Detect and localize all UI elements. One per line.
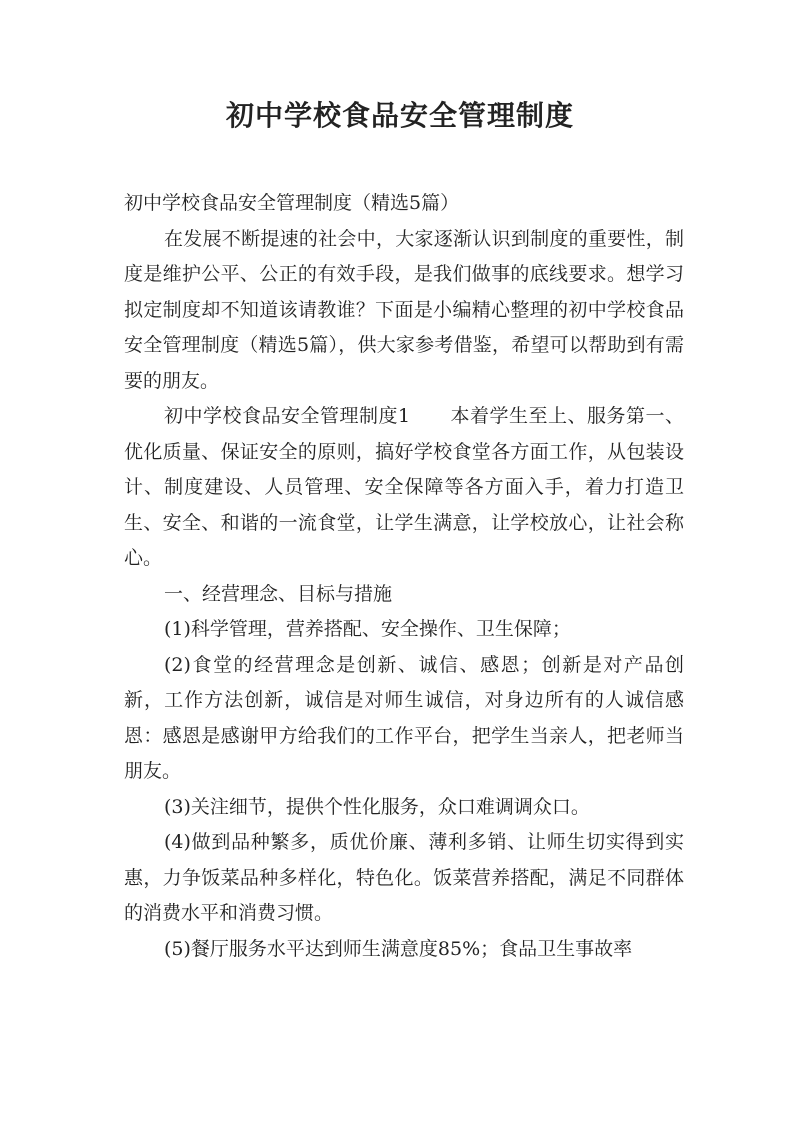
section-1-paragraph bbox=[124, 399, 684, 577]
list-item-4: (4)做到品种繁多，质优价廉、薄利多销、让师生切实得到实惠，力争饭菜品种多样化，特色化。饭菜营养搭配，满足不同群体的消费水平和消费习惯。 bbox=[124, 831, 684, 924]
section-1-heading: 初中学校食品安全管理制度1 bbox=[164, 405, 411, 427]
list-item-3: (3)关注细节，提供个性化服务，众口难调调众口。 bbox=[164, 795, 590, 818]
document-subtitle: 初中学校食品安全管理制度（精选5篇） bbox=[124, 192, 460, 214]
intro-paragraph: 在发展不断提速的社会中，大家逐渐认识到制度的重要性，制度是维护公平、公正的有效手段，是我们做事的底线要求。想学习拟定制度却不知道该请教谁？下面是小编精心整理的初中学校食品安全管理制度（精选5篇），供大家参考借鉴，希望可以帮助到有需要的朋友。 bbox=[124, 227, 684, 392]
list-item-2: (2)食堂的经营理念是创新、诚信、感恩；创新是对产品创新，工作方法创新，诚信是对师生诚信，对身边所有的人诚信感恩：感恩是感谢甲方给我们的工作平台，把学生当亲人，把老师当朋友。 bbox=[124, 653, 684, 782]
document-title: 初中学校食品安全管理制度 bbox=[225, 99, 574, 132]
section-heading-operations: 一、经营理念、目标与措施 bbox=[164, 582, 393, 605]
list-item-5: (5)餐厅服务水平达到师生满意度85%；食品卫生事故率 bbox=[164, 937, 633, 960]
list-item-1: (1)科学管理，营养搭配、安全操作、卫生保障； bbox=[164, 618, 571, 640]
document-body bbox=[124, 186, 684, 967]
section-1-text: 本着学生至上、服务第一、优化质量、保证安全的原则，搞好学校食堂各方面工作，从包装设计、制度建设、人员管理、安全保障等各方面入手，着力打造卫生、安全、和谐的一流食堂，让学生满意，让学校放心，让社会称心。 bbox=[124, 405, 684, 569]
